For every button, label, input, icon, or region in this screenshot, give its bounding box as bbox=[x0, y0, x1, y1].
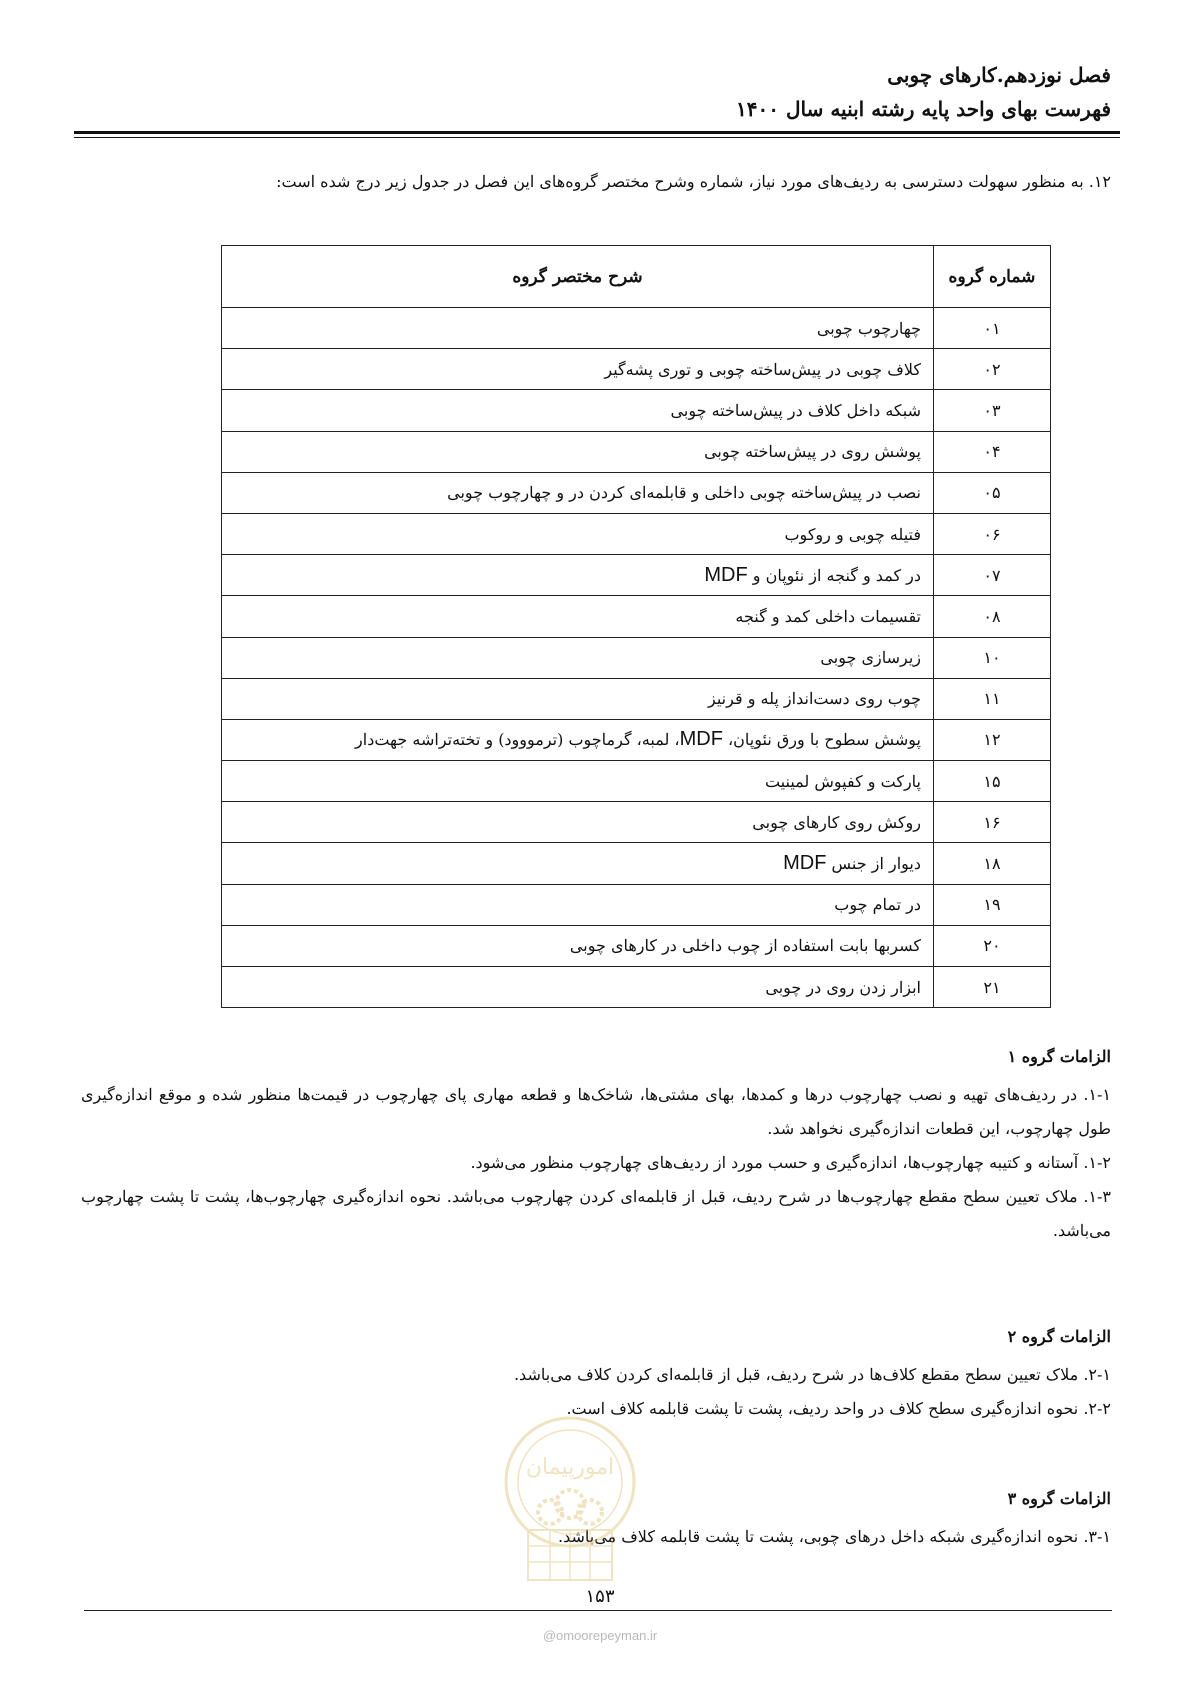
description-latin-term: MDF bbox=[704, 563, 748, 586]
group2-item-2: ۲-۲. نحوه اندازه‌گیری سطح کلاف در واحد ردیف، پشت تا پشت قابلمه کلاف است. bbox=[566, 1399, 1111, 1418]
group-number-cell: ۰۷ bbox=[934, 555, 1051, 596]
footer-rule bbox=[84, 1610, 1112, 1611]
watermark-logo bbox=[500, 1412, 640, 1592]
group-number-cell: ۰۱ bbox=[934, 308, 1051, 349]
group-number-cell: ۰۵ bbox=[934, 472, 1051, 513]
description-text: کلاف چوبی در پیش‌ساخته چوبی و توری پشه‌گیر bbox=[604, 359, 921, 379]
description-latin-term: MDF bbox=[783, 852, 827, 875]
group-number-cell: ۲۱ bbox=[934, 967, 1051, 1008]
description-text: در کمد و گنجه از نئوپان و bbox=[752, 565, 921, 585]
group-description-cell bbox=[222, 308, 934, 349]
table-row bbox=[222, 637, 1051, 678]
group1-item-2: ۱-۲. آستانه و کتیبه چهارچوب‌ها، اندازه‌گیری و حسب مورد از ردیف‌های چهارچوب منظور می‌شود. bbox=[470, 1153, 1111, 1172]
description-latin-term: MDF bbox=[679, 728, 723, 751]
group3-item-1: ۳-۱. نحوه اندازه‌گیری شبکه داخل درهای چوبی، پشت تا پشت قابلمه کلاف می‌باشد. bbox=[558, 1527, 1111, 1546]
group-description-cell bbox=[222, 390, 934, 431]
description-text: کسربها بابت استفاده از چوب داخلی در کارهای چوبی bbox=[569, 936, 921, 956]
group2-title: الزامات گروه ۲ bbox=[1007, 1327, 1111, 1346]
group-number-cell: ۲۰ bbox=[934, 925, 1051, 966]
group2-section bbox=[81, 1322, 1111, 1426]
table-row bbox=[222, 513, 1051, 554]
book-title: فهرست بهای واحد پایه رشته ابنیه سال ۱۴۰۰ bbox=[736, 97, 1111, 121]
group-number-cell: ۱۵ bbox=[934, 761, 1051, 802]
description-text: فتیله چوبی و روکوب bbox=[784, 524, 921, 544]
group-description-cell bbox=[222, 884, 934, 925]
column-header-description: شرح مختصر گروه bbox=[222, 246, 934, 308]
table-body bbox=[222, 308, 1051, 1008]
intro-paragraph: ۱۲. به منظور سهولت دسترسی به ردیف‌های مورد نیاز، شماره وشرح مختصر گروه‌های این فصل در جدول زیر درج شده است: bbox=[276, 172, 1111, 191]
group-description-cell bbox=[222, 802, 934, 843]
table-row bbox=[222, 678, 1051, 719]
table-row bbox=[222, 802, 1051, 843]
group3-title: الزامات گروه ۳ bbox=[1007, 1489, 1111, 1508]
description-text: پارکت و کفپوش لمینیت bbox=[764, 771, 921, 791]
group-number-cell: ۱۸ bbox=[934, 843, 1051, 884]
table-row bbox=[222, 761, 1051, 802]
group-number-cell: ۱۹ bbox=[934, 884, 1051, 925]
table-row bbox=[222, 349, 1051, 390]
description-text: در تمام چوب bbox=[834, 895, 921, 915]
description-text-after: ، لمبه، گرماچوب (ترمووود) و تخته‌تراشه جهت‌دار bbox=[355, 730, 680, 750]
description-text: پوشش روی در پیش‌ساخته چوبی bbox=[704, 442, 921, 462]
group-number-cell: ۱۲ bbox=[934, 719, 1051, 760]
description-text: چوب روی دست‌انداز پله و قرنیز bbox=[708, 689, 921, 709]
table-row bbox=[222, 967, 1051, 1008]
group-description-cell bbox=[222, 513, 934, 554]
description-text: ابزار زدن روی در چوبی bbox=[765, 977, 921, 997]
group1-item-3: ۱-۳. ملاک تعیین سطح مقطع چهارچوب‌ها در شرح ردیف، قبل از قابلمه‌ای کردن چهارچوب می‌باشد. نحوه اندازه‌گیری چهارچوب‌ها، پشت تا پشت چهارچوب می‌باشد. bbox=[81, 1187, 1112, 1240]
group-description-cell bbox=[222, 431, 934, 472]
description-text: روکش روی کارهای چوبی bbox=[752, 812, 921, 832]
description-text: زیرسازی چوبی bbox=[820, 648, 921, 668]
table-row bbox=[222, 596, 1051, 637]
header-rule-thin bbox=[74, 137, 1120, 138]
group-description-cell bbox=[222, 637, 934, 678]
header-rule-thick bbox=[74, 131, 1120, 134]
group-description-cell bbox=[222, 472, 934, 513]
group-description-cell bbox=[222, 719, 934, 760]
chapter-title: فصل نوزدهم.کارهای چوبی bbox=[887, 63, 1111, 87]
groups-table bbox=[221, 245, 1051, 1008]
group-number-cell: ۱۰ bbox=[934, 637, 1051, 678]
group-number-cell: ۱۱ bbox=[934, 678, 1051, 719]
description-text: پوشش سطوح با ورق نئوپان، bbox=[728, 730, 921, 750]
watermark-text: امورپیمان bbox=[525, 1455, 615, 1480]
group-description-cell bbox=[222, 349, 934, 390]
group-number-cell: ۰۳ bbox=[934, 390, 1051, 431]
table-row bbox=[222, 555, 1051, 596]
group-description-cell bbox=[222, 678, 934, 719]
table-row bbox=[222, 719, 1051, 760]
description-text: دیوار از جنس bbox=[831, 854, 921, 874]
table-header-row bbox=[222, 246, 1051, 308]
website-watermark: @omoorepeyman.ir bbox=[542, 1628, 658, 1643]
group-number-cell: ۰۴ bbox=[934, 431, 1051, 472]
table-row bbox=[222, 472, 1051, 513]
group1-title: الزامات گروه ۱ bbox=[1007, 1047, 1111, 1066]
table-row bbox=[222, 843, 1051, 884]
group-number-cell: ۰۸ bbox=[934, 596, 1051, 637]
table-row bbox=[222, 308, 1051, 349]
group-description-cell bbox=[222, 555, 934, 596]
group-description-cell bbox=[222, 925, 934, 966]
description-text: نصب در پیش‌ساخته چوبی داخلی و قابلمه‌ای کردن در و چهارچوب چوبی bbox=[447, 483, 921, 503]
table-row bbox=[222, 390, 1051, 431]
page-number: ۱۵۳ bbox=[585, 1586, 615, 1607]
group1-section bbox=[81, 1042, 1111, 1248]
group-number-cell: ۰۲ bbox=[934, 349, 1051, 390]
group-number-cell: ۰۶ bbox=[934, 513, 1051, 554]
group-number-cell: ۱۶ bbox=[934, 802, 1051, 843]
description-text: تقسیمات داخلی کمد و گنجه bbox=[735, 606, 921, 626]
table-row bbox=[222, 431, 1051, 472]
group2-item-1: ۲-۱. ملاک تعیین سطح مقطع کلاف‌ها در شرح ردیف، قبل از قابلمه‌ای کردن کلاف می‌باشد. bbox=[513, 1365, 1111, 1384]
group-description-cell bbox=[222, 967, 934, 1008]
column-header-number: شماره گروه bbox=[934, 246, 1051, 308]
table-row bbox=[222, 884, 1051, 925]
page-header bbox=[71, 58, 1111, 126]
description-text: چهارچوب چوبی bbox=[816, 318, 921, 338]
description-text: شبکه داخل کلاف در پیش‌ساخته چوبی bbox=[670, 400, 921, 420]
table-row bbox=[222, 925, 1051, 966]
group-description-cell bbox=[222, 761, 934, 802]
group1-item-1: ۱-۱. در ردیف‌های تهیه و نصب چهارچوب درها و کمدها، بهای مشتی‌ها، شاخک‌ها و قطعه مهاری پای چهارچوب در قیمت‌ها منظور شده و موقع اندازه‌گیری طول چهارچوب، این قطعات اندازه‌گیری نخواهد شد. bbox=[81, 1085, 1111, 1138]
group-description-cell bbox=[222, 596, 934, 637]
group-description-cell bbox=[222, 843, 934, 884]
